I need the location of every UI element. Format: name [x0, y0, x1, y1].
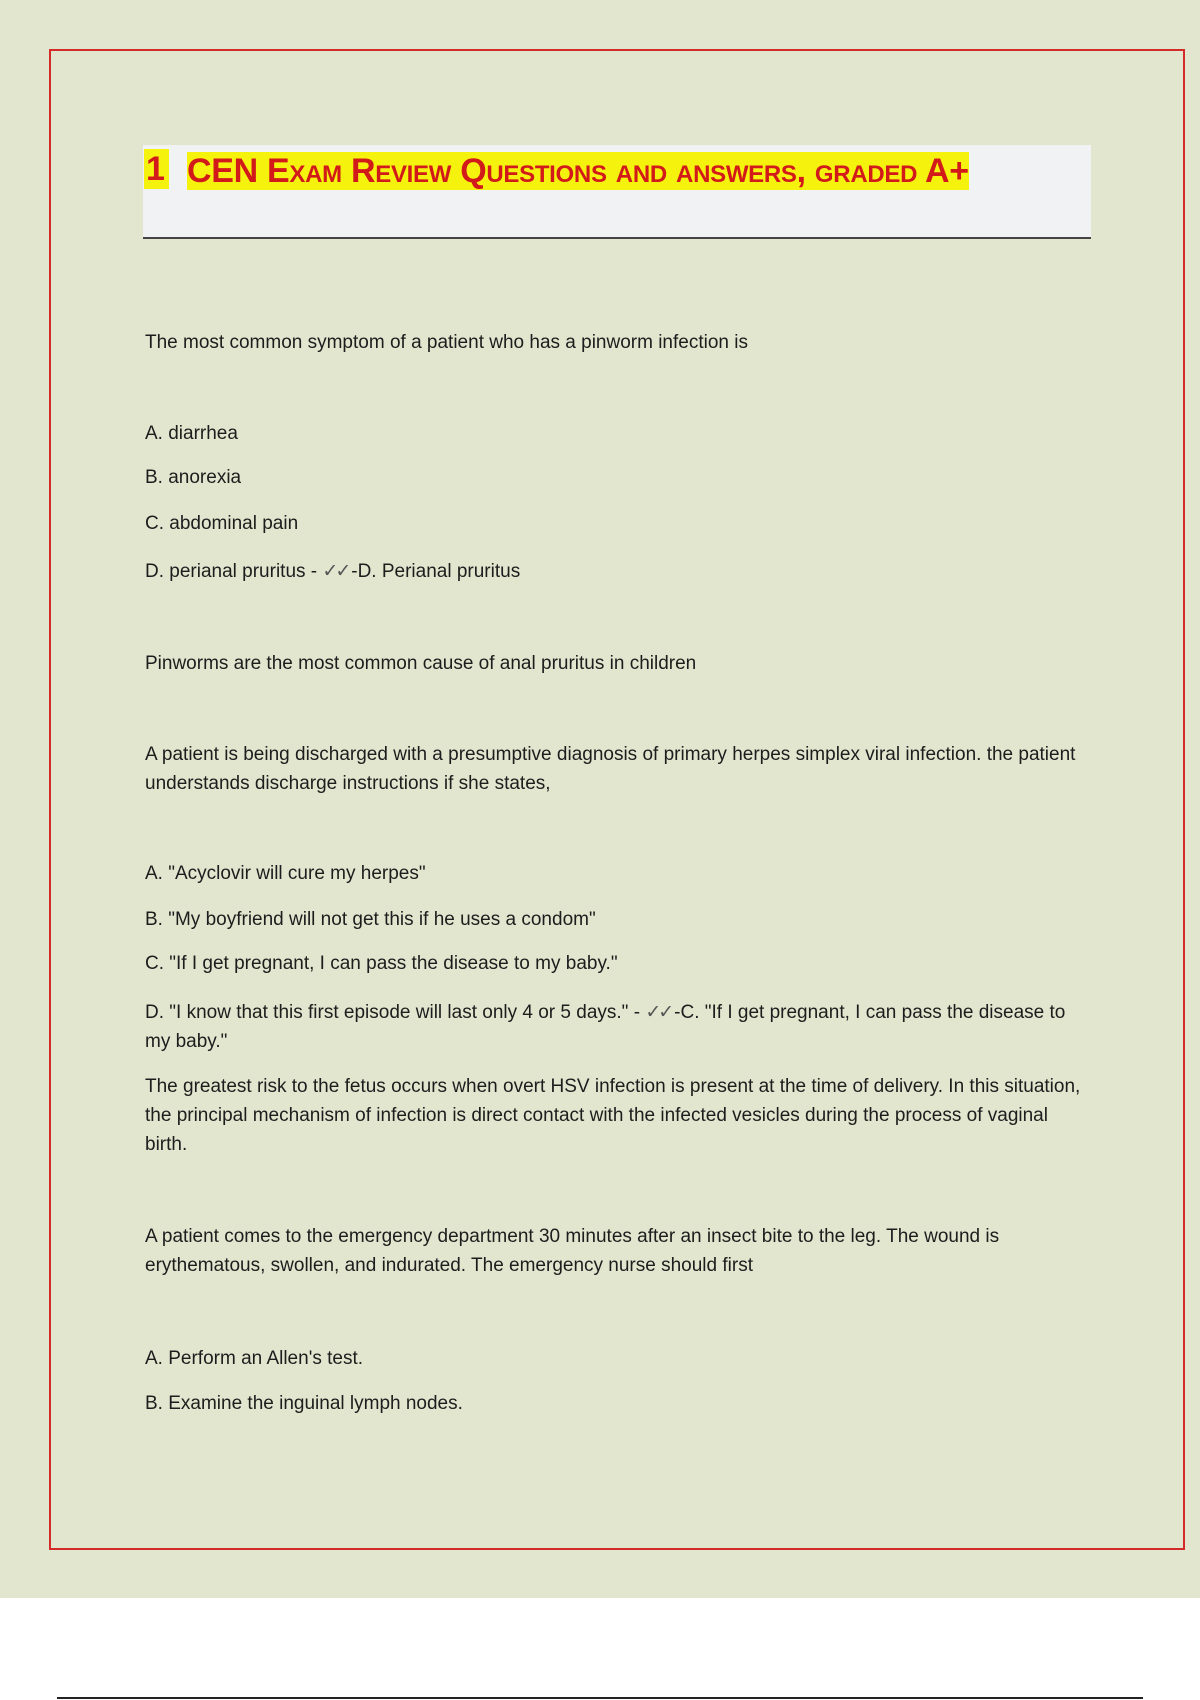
question-3-option-b: B. Examine the inguinal lymph nodes.	[145, 1393, 463, 1414]
double-check-icon: ✓✓	[645, 1002, 672, 1023]
question-2-option-b: B. "My boyfriend will not get this if he uses a condom"	[145, 909, 596, 930]
question-1-answer: -D. Perianal pruritus	[351, 561, 521, 582]
question-2-option-a: A. "Acyclovir will cure my herpes"	[145, 863, 426, 884]
question-1-option-b: B. anorexia	[145, 467, 242, 488]
question-2-rationale: The greatest risk to the fetus occurs when overt HSV infection is present at the time of delivery. In this situation, the principal mechanism of infection is direct contact with the infected vesicles during the process of vaginal birth.	[145, 1076, 1081, 1155]
question-2-option-c: C. "If I get pregnant, I can pass the disease to my baby."	[145, 953, 618, 974]
page-border	[49, 49, 1185, 1550]
question-3-option-a: A. Perform an Allen's test.	[145, 1348, 363, 1369]
question-3-stem: A patient comes to the emergency department 30 minutes after an insect bite to the leg. The wound is erythematous, swollen, and indurated. The emergency nurse should first	[145, 1226, 1000, 1276]
question-2-stem: A patient is being discharged with a presumptive diagnosis of primary herpes simplex viral infection. the patient understands discharge instructions if she states,	[145, 744, 1076, 794]
question-1-stem: The most common symptom of a patient who has a pinworm infection is	[145, 332, 748, 353]
document-title	[143, 145, 1091, 239]
question-1-option-a: A. diarrhea	[145, 423, 238, 444]
question-2-option-d: D. "I know that this first episode will last only 4 or 5 days." - ✓✓ -C. "If I get pregnant, I can pass the disease to my baby."	[145, 1002, 1066, 1052]
question-2-answer: -C. "If I get pregnant, I can pass the disease to my baby."	[145, 1002, 1066, 1052]
question-1-option-d: D. perianal pruritus - ✓✓ -D. Perianal pruritus	[145, 561, 521, 582]
double-check-icon: ✓✓	[322, 561, 349, 582]
page-title: CEN Exam Review Questions and answers, graded A+	[187, 152, 969, 190]
question-1-option-c: C. abdominal pain	[145, 513, 299, 534]
footer-divider	[57, 1697, 1143, 1699]
question-1-rationale: Pinworms are the most common cause of anal pruritus in children	[145, 653, 697, 674]
heading-number: 1	[144, 149, 169, 189]
